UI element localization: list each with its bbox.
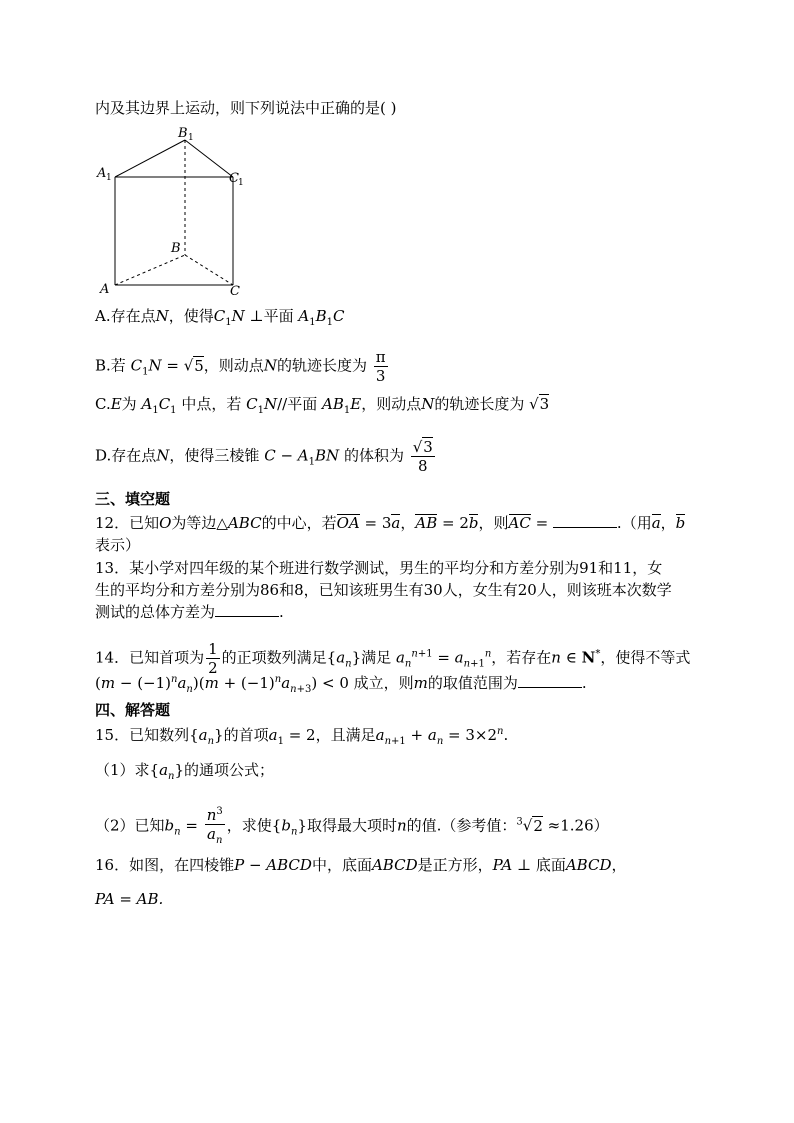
question-13-line2: 生的平均分和方差分别为86和8，已知该班男生有30人，女生有20人，则该班本次数学 [95,581,672,599]
section-fill-in: 三、填空题 [95,490,171,508]
answer-blank-14[interactable] [518,673,582,688]
question-14: 14．已知首项为 $\frac{1}{2}$ 的正项数列满足$\{a_n\}$满足 $a_n^{n+1} = a_{n+1}^n$，若存在n ∈ N*，使得不等式 [95,640,691,677]
question-15: 15．已知数列$\{a_n\}$的首项$a_1 = 2$，且满足$a_{n+1} + a_n = 3\times 2^n$. [95,726,509,747]
question-13-line3: 测试的总体方差为 . [95,603,284,621]
option-a: A.存在点N，使得$C_1N$ ⊥平面 $A_1B_1C$ [95,307,345,328]
label-b: B [171,241,181,256]
svg-text:1: 1 [106,173,112,183]
answer-blank-12[interactable] [553,513,617,528]
question-12: 12．已知O为等边△ABC的中心，若OA = 3a，AB = 2b，则AC = .（用a，b [95,514,686,532]
section-solutions: 四、解答题 [95,701,171,719]
label-b1: B [178,126,188,141]
svg-text:1: 1 [238,178,244,188]
question-16-cont: PA = AB. [95,890,164,908]
question-15-part1: （1）求$\{a_n\}$的通项公式； [95,761,275,782]
question-12-cont: 表示） [95,536,141,554]
label-a: A [100,282,110,297]
option-b: B.若 $C_1N = √5$，则动点N的轨迹长度为 $\frac{\pi}{3}$ [95,348,386,385]
label-c1: C [229,171,239,186]
question-13-line1: 13．某小学对四年级的某个班进行数学测试，男生的平均分和方差分别为91和11，女 [95,559,663,577]
svg-text:1: 1 [188,133,194,143]
question-15-part2: （2）已知$b_n$ = $\frac{n^3}{a_n}$ ，求使$\{b_n\}$取得最大项时n的值.（参考值：$^3$√2 ≈1.26） [95,803,609,850]
option-c: C.E为 $A_1C_1$ 中点，若 $C_1N//$平面 $AB_1E$，则动点N的轨迹长度为 √3 [95,395,550,416]
prism-figure [95,125,255,300]
question-14-cont: $(m - (-1)^na_n)(m + (-1)^na_{n+3}) < 0$ 成立，则m的取值范围为 . [95,674,587,695]
intro-text: 内及其边界上运动，则下列说法中正确的是( ) [95,99,397,117]
label-c: C [230,284,240,299]
label-a1: A [97,166,107,181]
option-d: D.存在点N，使得三棱锥 $C - A_1BN$ 的体积为 $\frac{√3}{8}$ [95,438,433,475]
question-16: 16．如图，在四棱锥P − ABCD中，底面ABCD是正方形，PA ⊥ 底面ABCD， [95,856,627,874]
answer-blank-13[interactable] [215,602,279,617]
